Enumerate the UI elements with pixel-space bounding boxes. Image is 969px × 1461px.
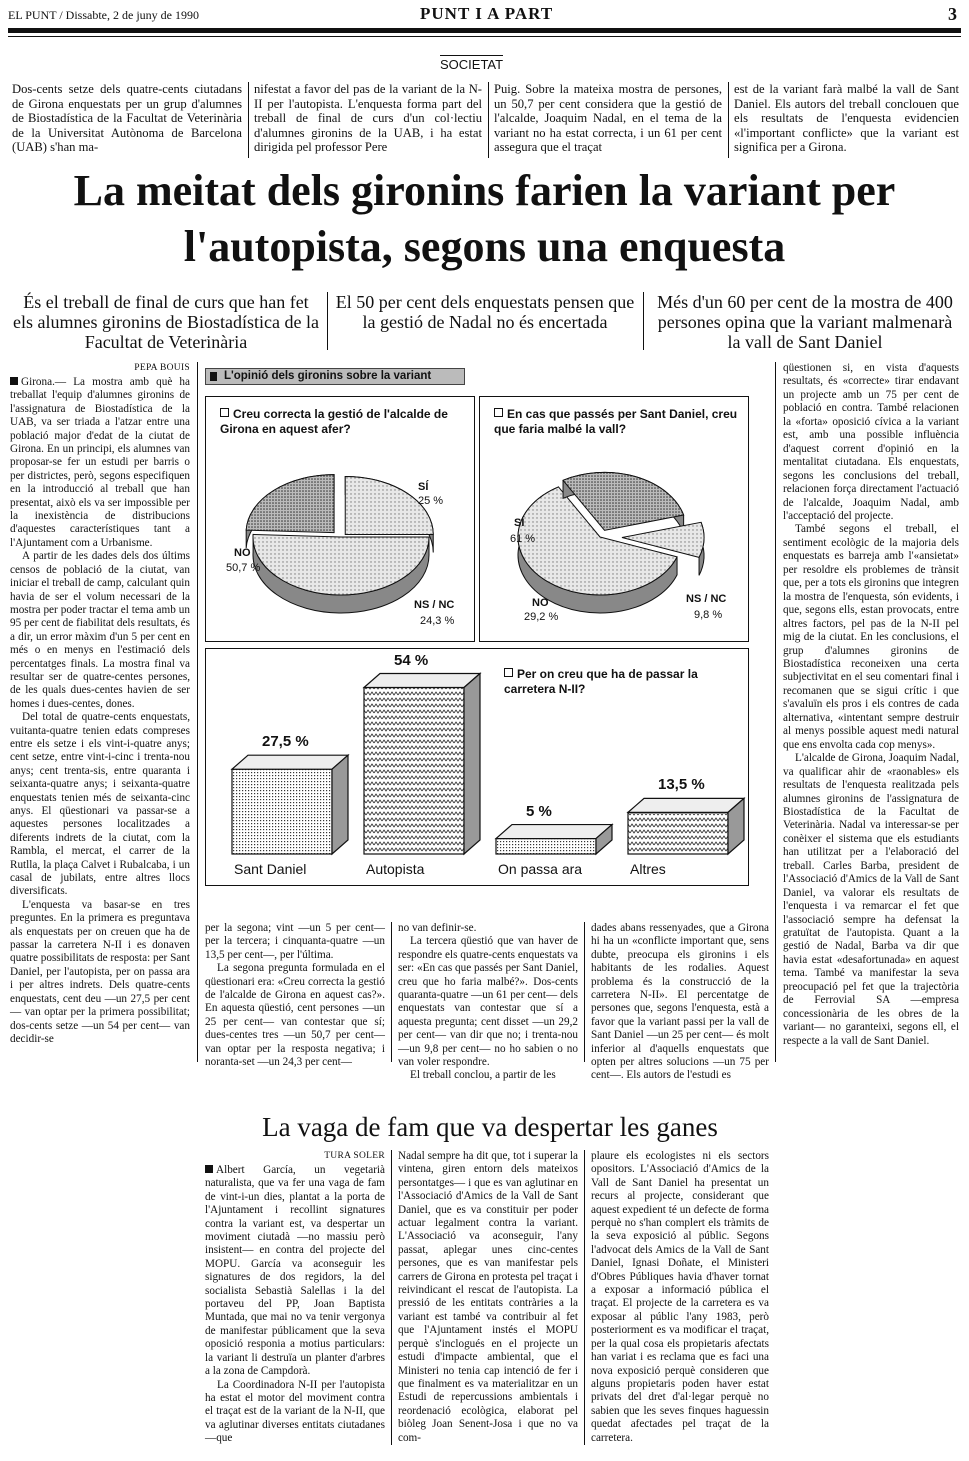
deck-1: És el treball de final de curs que han fet els alumnes gironins de Biostadística de la Facultat de Veterinària bbox=[13, 292, 319, 352]
bar-category-label: On passa ara bbox=[498, 861, 583, 877]
pie-2-slices bbox=[518, 472, 704, 613]
main-column-4: dades abans ressenyades, que a Girona hi ha un «conflicte important que, sens dubte, preocupa els gironins i els habitants de les rodalies. Aquest problema és la construcció de la carretera N-II». El percentatge de persones que, segons l'enquesta, està a favor que la variant passi per la vall de Sant Daniel —un 25 per cent— és molt inferior al d'aquells enquestats que opten per altres solucions —un 75 per cent—. Els autors de l'estudi es bbox=[591, 922, 769, 1082]
survey-chart-panel bbox=[205, 368, 750, 890]
chart-panel-title: L'opinió dels gironins sobre la variant bbox=[205, 368, 465, 385]
main-column-2: per la segona; vint —un 5 per cent— per la tercera; i cinquanta-quatre —un 13,5 per cent—, per l'última. La segona pregunta formulada en el qüestionari era: «Creu correcta la gestió de l'alcalde de Girona en aquest cas?». En aquesta qüestió, cent persones —un 25 per cent— van contestar que sí; dues-centes tres —un 50,7 per cent— van optar per la resposta negativa; i noranta-set —un 24,3 per cent— bbox=[205, 922, 385, 1069]
main-column-right: qüestionen si, en vista d'aquests resultats, és «correcte» tirar endavant un projecte amb un 75 per cent de població en contra. També relacionen la «forta» oposició cívica a la variant est, amb una possible influència d'aquest corrent d'opinió en la mentalitat ciutadana. Els enquestats, segons les conclusions del treball, relacionen força directament l'actuació de l'alcalde, Joaquim Nadal, amb l'acceptació del projecte. També segons el treball, el sentiment ecològic de la majoria dels enquestats es barreja amb l'«ansietat» per resoldre els problemes de trànsit que, per a tots els gironins que integren la mostra de l'enquesta, són evidents, i que, segons ells, estan provocats, entre altres factors, pel pas de la N-II pel mig de la ciutat. En les conclusions, el grup d'alumnes gironins de Biostadística reconeixen una certa subjectivitat en el seu comentari final i recomanen que se sigui crític i que s'avaluïn els pros i els contres de cada alternativa, «intentant sempre destruir al menys possible aquest medi natural que ens envolta cada cop menys». L'alcalde de Girona, Joaquim Nadal, va qualificar ahir de «raonables» els resultats de l'enquesta realitzada pels alumnes gironins de l'assignatura de Biostadística de la Facultat de Veterinària. Nadal va interessar-se per conèixer el sistema que els estudiants han utilitzat per a l'elaboració del treball. Carles Barba, president de l'Associació d'Amics de la Vall de Sant Daniel, va valorar els resultats de l'enquesta i va remarcar el fet que l'associació sempre ha defensat la gratuïtat de l'autopista. Quant a la gestió de Nadal, Barba va dir que havia estat «desafortunada» en aquest tema. També va manifestar la seva preocupació pel fet que la trajectòria de Ferrovial SA —empresa concessionària de les obres de la variant— no garanteixi, segons ell, el respecte a la vall de Sant Daniel. bbox=[783, 362, 959, 1047]
pie-1-label-no: NO bbox=[234, 547, 251, 559]
column-rule bbox=[584, 1150, 585, 1445]
bar-front-2 bbox=[496, 839, 596, 854]
pie-2-value-si: 61 % bbox=[510, 533, 536, 545]
second-column-1: Albert García, un vegetarià naturalista, que va fer una vaga de fam de vint-i-un dies, plantat a la porta de l'Ajuntament i recollint signatures contra la variant est, va despertar un moviment ciutadà —no massiu però insistent— en contra del projecte del MOPU. García va aconseguir les signatures de dos regidors, la del socialista Sebastià Salellas i la del portaveu del PP, Joan Baptista Muntada, que mai no va tenir vergonya de manifestar públicament que la seva oposició responia a motius particulars: la variant li destruïa un planter d'arbres a la zona de Campdorà. La Coordinadora N-II per l'autopista ha estat el motor del moviment contra el traçat est de la variant de la N-II, que va aglutinar diverses entitats ciutadanes —que bbox=[205, 1164, 385, 1445]
second-column-3: plaure els ecologistes ni els sectors opositors. L'Associació d'Amics de la Vall de Sant Daniel ha presentat un recurs al projecte, considerant que aquest expedient té un defecte de forma perquè no s'han complert els tràmits de la seva exposició al públic. Segons l'advocat dels Amics de la Vall de Sant Daniel, Ignasi Doñate, el Ministeri d'Obres Públiques havia d'haver tornat a exposar a informació pública el traçat. El projecte de la carretera es va exposar al públic l'any 1983, però posteriorment es va modificar el traçat, per la qual cosa els propietaris afectats han variat i es reclama que es faci una nova exposició perquè consideren que alguns propietaris poden haver estat privats del dret d'al·legar perquè no sabien que les seves finques haguessin quedat afectades pel traçat de la carretera. bbox=[591, 1150, 769, 1444]
bar-value-label: 5 % bbox=[526, 802, 552, 820]
deck-2: El 50 per cent dels enquestats pensen que la gestió de Nadal no és encertada bbox=[335, 292, 635, 332]
column-rule bbox=[643, 292, 644, 350]
pie-chart-sant-daniel bbox=[479, 396, 749, 642]
main-column-3: no van definir-se. La tercera qüestió que van haver de respondre els quatre-cents enquestats va ser: «En cas que passés per Sant Daniel, creu que ho faria malbé?». Dos-cents quaranta-quatre —un 61 per cent— dels enquestats van contestar que sí a aquesta pregunta; cent disset —un 29,2 per cent— van dir que no; i trenta-nou —un 9,8 per cent— no ho sabien o no van voler respondre. El treball conclou, a partir de les bbox=[398, 922, 578, 1082]
pie-slice-2 bbox=[246, 475, 334, 533]
second-byline: TURA SOLER bbox=[324, 1151, 385, 1161]
page-number: 3 bbox=[948, 4, 957, 24]
pie-1-slices bbox=[246, 475, 433, 613]
second-story-headline: La vaga de fam que va despertar les ganes bbox=[262, 1112, 718, 1142]
column-rule bbox=[584, 922, 585, 1062]
pie-1-label-si: SÍ bbox=[418, 481, 429, 493]
masthead-paper-date: EL PUNT / Dissabte, 2 de juny de 1990 bbox=[8, 8, 199, 22]
bar-category-label: Sant Daniel bbox=[234, 861, 307, 877]
deck-3: Més d'un 60 per cent de la mostra de 400 persones opina que la variant malmenarà la vall de Sant Daniel bbox=[657, 292, 953, 352]
pie-2-value-nsnc: 9,8 % bbox=[694, 609, 723, 621]
column-rule bbox=[488, 82, 489, 158]
bar-category-label: Autopista bbox=[366, 861, 425, 877]
bar-chart-route bbox=[205, 648, 749, 886]
intro-col-1: Dos-cents setze dels quatre-cents ciutadans de Girona enquestats per un grup d'alumnes de Biostadística de la Facultat de Veterinària de la Universitat Autònoma de Barcelona (UAB) s'han ma- bbox=[12, 82, 242, 155]
column-rule bbox=[775, 362, 776, 1062]
pie-2-value-no: 29,2 % bbox=[524, 611, 559, 623]
pie-2-label-no: NO bbox=[532, 597, 549, 609]
column-rule bbox=[391, 1150, 392, 1445]
bar-top-3 bbox=[628, 798, 744, 812]
intro-col-4: est de la variant farà malbé la vall de Sant Daniel. Els autors del treball conclouen que els resultats de l'enquesta evidencien «l'important conflicte» que la variant est significa per a Girona. bbox=[734, 82, 959, 155]
bar-top-0 bbox=[232, 755, 348, 769]
column-rule bbox=[391, 922, 392, 1062]
bar-question: Per on creu que ha de passar la carretera N-II? bbox=[504, 667, 698, 696]
masthead-rule bbox=[8, 28, 961, 33]
column-rule bbox=[197, 362, 198, 1062]
pie-chart-mayor bbox=[205, 396, 475, 642]
section-label: SOCIETAT bbox=[440, 57, 504, 72]
paragraph-marker-icon bbox=[10, 377, 18, 385]
second-column-2: Nadal sempre ha dit que, tot i superar la vintena, giren entorn dels mateixos persontatges— i que es van aglutinar en l'Associació d'Amics de la Vall de Sant Daniel, que es va constituir per poder actuar legalment contra la variant. L'Associació va aconseguir, l'any passat, aplegar unes cinc-centes persones, que es van manifestar pels carrers de Girona en protesta pel traçat i reivindicant el rescat de l'autopista. La pressió de les entitats contràries a la variant est també va contribuir al fet que l'Ajuntament instés el MOPU perquè s'inclogués en el projecte un estudi d'impacte ambiental, que el Ministeri no tenia cap intenció de fer i que finalment es va materialitzar en un Estudi de repercussions ambientals i reordenació ecològica, elaborat pel biòleg Joan Senent-Josa i que no va com- bbox=[398, 1150, 578, 1444]
masthead-section-title: PUNT I A PART bbox=[420, 4, 554, 23]
square-marker-icon bbox=[210, 372, 217, 381]
bar-side-0 bbox=[332, 755, 348, 854]
pie-1-value-no: 50,7 % bbox=[226, 562, 261, 574]
pie-2-label-nsnc: NS / NC bbox=[686, 593, 727, 605]
column-rule bbox=[248, 82, 249, 158]
pie-2-question: En cas que passés per Sant Daniel, creu que faria malbé la vall? bbox=[494, 407, 738, 436]
pie-1-label-nsnc: NS / NC bbox=[414, 599, 455, 611]
intro-col-2: nifestat a favor del pas de la variant de la N-II per l'autopista. L'enquesta forma part del treball de final de curs d'un col·lectiu d'alumnes gironins de la UAB, i ha estat dirigida pel professor Pere bbox=[254, 82, 482, 155]
main-column-1: Girona.— La mostra amb què ha treballat l'equip d'alumnes gironins de l'assignatura de Biostadística de la UAB, va ser triada a l'atzar entre una població major d'edat de la ciutat de Girona. En un principi, els alumnes van proposar-se fer un estudi per barris o per districtes, però, segons especifiquen en la introducció al treball que han presentat, això els va ser impossible per la inexistència de distribucions d'aquestes característiques tant a l'Ajuntament com a Urbanisme. A partir de les dades dels dos últims censos de població de la ciutat, van iniciar el treball de camp, calculant quin havia de ser el volum necessari de la mostra per poder tractar el tema amb un 95 per cent de fiabilitat dels resultats, és a dir, un error màxim d'un 5 per cent en més o en menys en l'estimació dels percentatges finals. La mostra final va resultar ser de quatre-centes persones, de les quals dues-centes havien de ser homes i dues-centes, dones. Del total de quatre-cents enquestats, vuitanta-quatre tenien edats compreses entre els setze i els vint-i-quatre anys; cent setze, entre vint-i-cinc i trenta-nou anys; cent trenta-sis, entre quaranta i seixanta-quatre anys; i seixanta-quatre enquestats tenien més de seixanta-cinc anys. El qüestionari va passar-se a aquestes persones localitzades a diferents indrets de la ciutat, com la Rambla, el mercat, el carrer de la Rutlla, la plaça Calvet i Rubalcaba, i un casal de jubilats, entre altres llocs diversificats. L'enquesta va basar-se en tres preguntes. En la primera es preguntava als enquestats per on creuen que ha de passar la carretera N-II i es donaven quatre possibilitats de resposta: per Sant Daniel, per l'autopista, per on passa ara i per altres indrets. Dels quatre-cents enquestats, cent deu —un 27,5 per cent— van optar per la primera possibilitat; dos-cents setze —un 54 per cent— van decidir-se bbox=[10, 376, 190, 1045]
bar-value-label: 13,5 % bbox=[658, 776, 705, 794]
bar-series bbox=[232, 674, 744, 855]
pie-2-label-si: SÍ bbox=[514, 517, 525, 529]
main-headline: La meitat dels gironins farien la variant per l'autopista, segons una enquesta bbox=[73, 166, 896, 271]
bar-top-2 bbox=[496, 825, 612, 839]
column-rule bbox=[728, 82, 729, 158]
paragraph-marker-icon bbox=[205, 1165, 213, 1173]
bar-value-label: 54 % bbox=[394, 651, 429, 669]
bar-front-3 bbox=[628, 812, 728, 854]
bar-front-1 bbox=[364, 688, 464, 855]
byline: PEPA BOUIS bbox=[134, 363, 190, 373]
pie-1-question: Creu correcta la gestió de l'alcalde de Girona en aquest afer? bbox=[220, 407, 448, 436]
bar-value-label: 27,5 % bbox=[262, 733, 309, 751]
bar-top-1 bbox=[364, 674, 480, 688]
bar-category-label: Altres bbox=[630, 861, 666, 877]
column-rule bbox=[327, 292, 328, 350]
pie-1-value-si: 25 % bbox=[418, 495, 444, 507]
pie-1-value-nsnc: 24,3 % bbox=[420, 615, 455, 627]
intro-col-3: Puig. Sobre la mateixa mostra de persones, un 50,7 per cent considera que la gestió de l'alcalde, Joaquim Nadal, en el tema de la variant no ha estat correcta, i un 61 per cent assegura que el traçat bbox=[494, 82, 722, 155]
masthead-rule-thin bbox=[8, 36, 961, 37]
bar-svg bbox=[206, 649, 748, 885]
bar-side-1 bbox=[464, 674, 480, 855]
bar-front-0 bbox=[232, 769, 332, 854]
